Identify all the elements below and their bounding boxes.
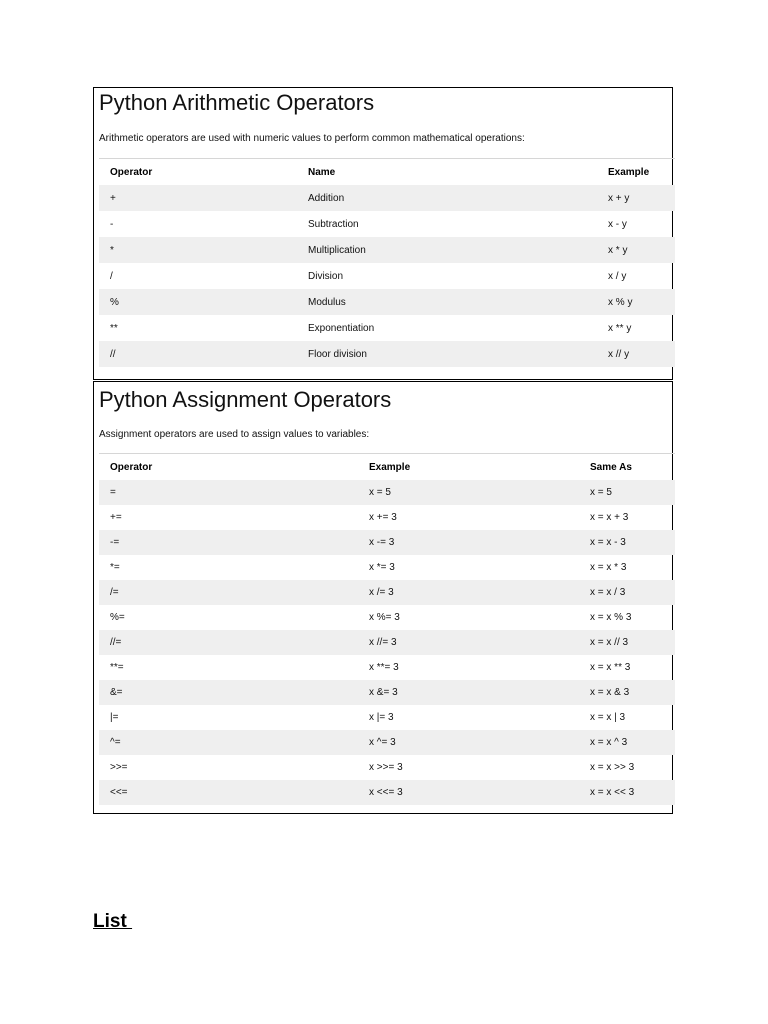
example-cell: x ^= 3 xyxy=(369,730,590,755)
example-cell: x ** y xyxy=(608,322,632,334)
operator-cell: / xyxy=(110,270,113,282)
same-as-cell: x = x / 3 xyxy=(590,580,675,605)
operator-cell: = xyxy=(99,480,369,505)
same-as-cell: x = x >> 3 xyxy=(590,762,635,773)
operator-cell: % xyxy=(99,289,308,315)
example-cell: x %= 3 xyxy=(369,612,400,623)
name-cell: Multiplication xyxy=(308,237,608,263)
arithmetic-table xyxy=(99,158,675,367)
example-cell: x % y xyxy=(608,289,675,315)
column-header-operator: Operator xyxy=(99,159,308,186)
example-cell: x &= 3 xyxy=(369,680,590,705)
table-row xyxy=(99,555,675,580)
table-row xyxy=(99,680,675,705)
table-row xyxy=(99,480,675,505)
example-cell: x /= 3 xyxy=(369,580,590,605)
column-header-example: Example xyxy=(369,454,590,481)
table-row xyxy=(99,755,675,780)
example-cell: x // y xyxy=(608,341,675,367)
same-as-cell: x = x * 3 xyxy=(590,562,627,573)
operator-cell: - xyxy=(110,218,114,230)
table-row xyxy=(99,655,675,680)
operator-cell: &= xyxy=(99,680,369,705)
column-header-operator: Operator xyxy=(99,454,369,481)
table-row xyxy=(99,185,675,211)
table-row xyxy=(99,263,675,289)
operator-cell: >>= xyxy=(110,762,128,773)
arithmetic-operators-panel xyxy=(93,87,673,380)
table-row xyxy=(99,505,675,530)
operator-cell: **= xyxy=(110,662,124,673)
table-row xyxy=(99,705,675,730)
arithmetic-title: Python Arithmetic Operators xyxy=(99,90,375,115)
assignment-title: Python Assignment Operators xyxy=(99,387,392,412)
operator-cell: -= xyxy=(99,530,369,555)
name-cell: Subtraction xyxy=(308,218,359,230)
example-cell: x * y xyxy=(608,237,675,263)
operator-cell: + xyxy=(99,185,308,211)
same-as-cell: x = x ^ 3 xyxy=(590,730,675,755)
operator-cell: |= xyxy=(110,712,119,723)
example-cell: x **= 3 xyxy=(369,662,399,673)
table-row xyxy=(99,341,675,367)
example-cell: x += 3 xyxy=(369,512,397,523)
operator-cell: /= xyxy=(99,580,369,605)
operator-cell: += xyxy=(110,512,122,523)
example-cell: x + y xyxy=(608,185,675,211)
table-row xyxy=(99,630,675,655)
assignment-description: Assignment operators are used to assign values to variables: xyxy=(99,429,370,440)
name-cell: Modulus xyxy=(308,289,608,315)
table-header-row xyxy=(99,454,675,481)
table-header-row xyxy=(99,159,675,186)
same-as-cell: x = x & 3 xyxy=(590,680,675,705)
example-cell: x //= 3 xyxy=(369,630,590,655)
same-as-cell: x = x | 3 xyxy=(590,712,626,723)
same-as-cell: x = x % 3 xyxy=(590,612,632,623)
column-header-example: Example xyxy=(608,159,675,186)
name-cell: Exponentiation xyxy=(308,322,375,334)
example-cell: x *= 3 xyxy=(369,562,395,573)
operator-cell: ^= xyxy=(99,730,369,755)
operator-cell: //= xyxy=(99,630,369,655)
example-cell: x = 5 xyxy=(369,480,590,505)
name-cell: Floor division xyxy=(308,341,608,367)
same-as-cell: x = x << 3 xyxy=(590,780,675,805)
table-row xyxy=(99,211,675,237)
table-row xyxy=(99,315,675,341)
table-row xyxy=(99,730,675,755)
example-cell: x |= 3 xyxy=(369,712,394,723)
name-cell: Division xyxy=(308,270,344,282)
example-cell: x / y xyxy=(608,270,627,282)
column-header-name: Name xyxy=(308,159,608,186)
arithmetic-description: Arithmetic operators are used with numeric values to perform common mathematical operations: xyxy=(99,133,525,144)
operator-cell: %= xyxy=(110,612,125,623)
column-header-same-as: Same As xyxy=(590,454,675,481)
example-cell: x <<= 3 xyxy=(369,780,590,805)
same-as-cell: x = 5 xyxy=(590,480,675,505)
operator-cell: <<= xyxy=(99,780,369,805)
table-row xyxy=(99,237,675,263)
operator-cell: // xyxy=(99,341,308,367)
example-cell: x - y xyxy=(608,218,627,230)
table-row xyxy=(99,580,675,605)
operator-cell: ** xyxy=(110,322,118,334)
table-row xyxy=(99,780,675,805)
example-cell: x >>= 3 xyxy=(369,762,403,773)
table-row xyxy=(99,530,675,555)
table-row xyxy=(99,605,675,630)
example-cell: x -= 3 xyxy=(369,530,590,555)
operator-cell: *= xyxy=(110,562,120,573)
same-as-cell: x = x - 3 xyxy=(590,530,675,555)
list-heading: List xyxy=(93,911,133,932)
name-cell: Addition xyxy=(308,185,608,211)
same-as-cell: x = x ** 3 xyxy=(590,662,631,673)
table-row xyxy=(99,289,675,315)
assignment-table xyxy=(99,453,675,805)
assignment-operators-panel xyxy=(93,381,673,814)
same-as-cell: x = x // 3 xyxy=(590,630,675,655)
same-as-cell: x = x + 3 xyxy=(590,512,629,523)
operator-cell: * xyxy=(99,237,308,263)
